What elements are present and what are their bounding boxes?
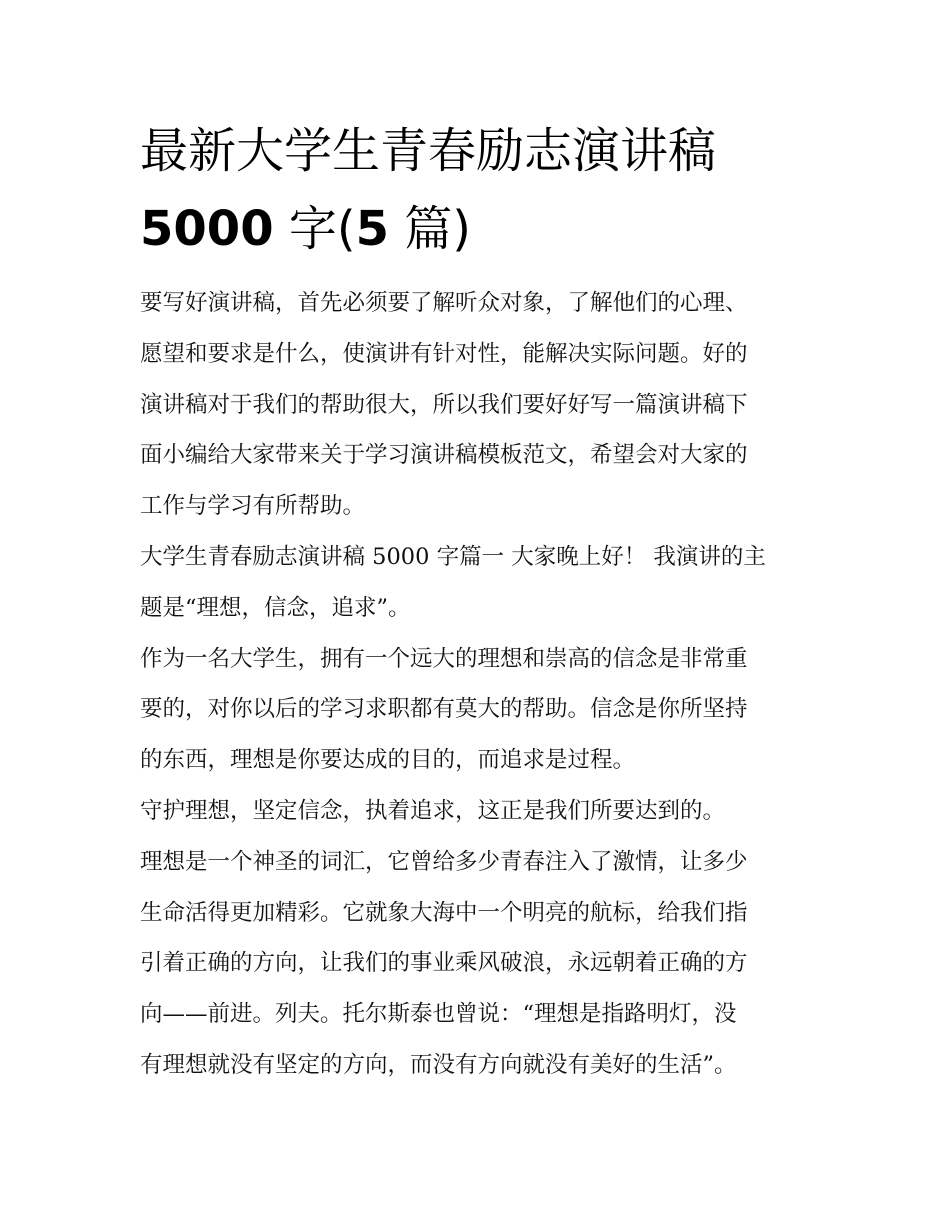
paragraph-line: 大学生青春励志演讲稿 5000 字篇一 大家晚上好！ 我演讲的主 [140,543,766,570]
paragraph-line: 要的，对你以后的学习求职都有莫大的帮助。信念是你所坚持 [140,696,748,723]
paragraph-ideals-beliefs [140,634,816,786]
paragraph-line: 向——前进。列夫。托尔斯泰也曾说：“理想是指路明灯，没 [140,1001,737,1028]
document-body [140,278,816,1091]
paragraph-line: 题是“理想，信念，追求”。 [140,594,411,621]
paragraph-line: 工作与学习有所帮助。 [140,493,366,520]
paragraph-line: 有理想就没有坚定的方向，而没有方向就没有美好的生活”。 [140,1051,737,1078]
title-article-unit: 篇) [389,201,471,257]
paragraph-ideal-definition [140,837,816,1091]
title-word-count: 5000 [140,201,274,257]
paragraph-line: 面小编给大家带来关于学习演讲稿模板范文，希望会对大家的 [140,442,748,469]
paragraph-line: 引着正确的方向，让我们的事业乘风破浪，永远朝着正确的方 [140,950,748,977]
title-word-unit: 字( [273,201,356,257]
paragraph-speech-opening [140,532,816,634]
title-line-1: 最新大学生青春励志演讲稿 [140,123,717,179]
document-content [140,112,816,1091]
paragraph-line: 的东西，理想是你要达成的目的，而追求是过程。 [140,747,636,774]
paragraph-line: 守护理想，坚定信念，执着追求，这正是我们所要达到的。 [140,797,726,824]
document-title [140,112,816,268]
paragraph-guard-ideals [140,786,816,837]
paragraph-line: 理想是一个神圣的词汇，它曾给多少青春注入了激情，让多少 [140,848,748,875]
paragraph-intro [140,278,816,532]
paragraph-line: 要写好演讲稿，首先必须要了解听众对象，了解他们的心理、 [140,290,748,316]
title-article-count: 5 [355,201,389,257]
title-line-2 [140,190,816,268]
paragraph-line: 愿望和要求是什么，使演讲有针对性，能解决实际问题。好的 [140,340,748,367]
paragraph-line: 作为一名大学生，拥有一个远大的理想和崇高的信念是非常重 [140,645,748,672]
paragraph-line: 生命活得更加精彩。它就象大海中一个明亮的航标，给我们指 [140,899,748,926]
paragraph-line: 演讲稿对于我们的帮助很大，所以我们要好好写一篇演讲稿下 [140,391,748,418]
